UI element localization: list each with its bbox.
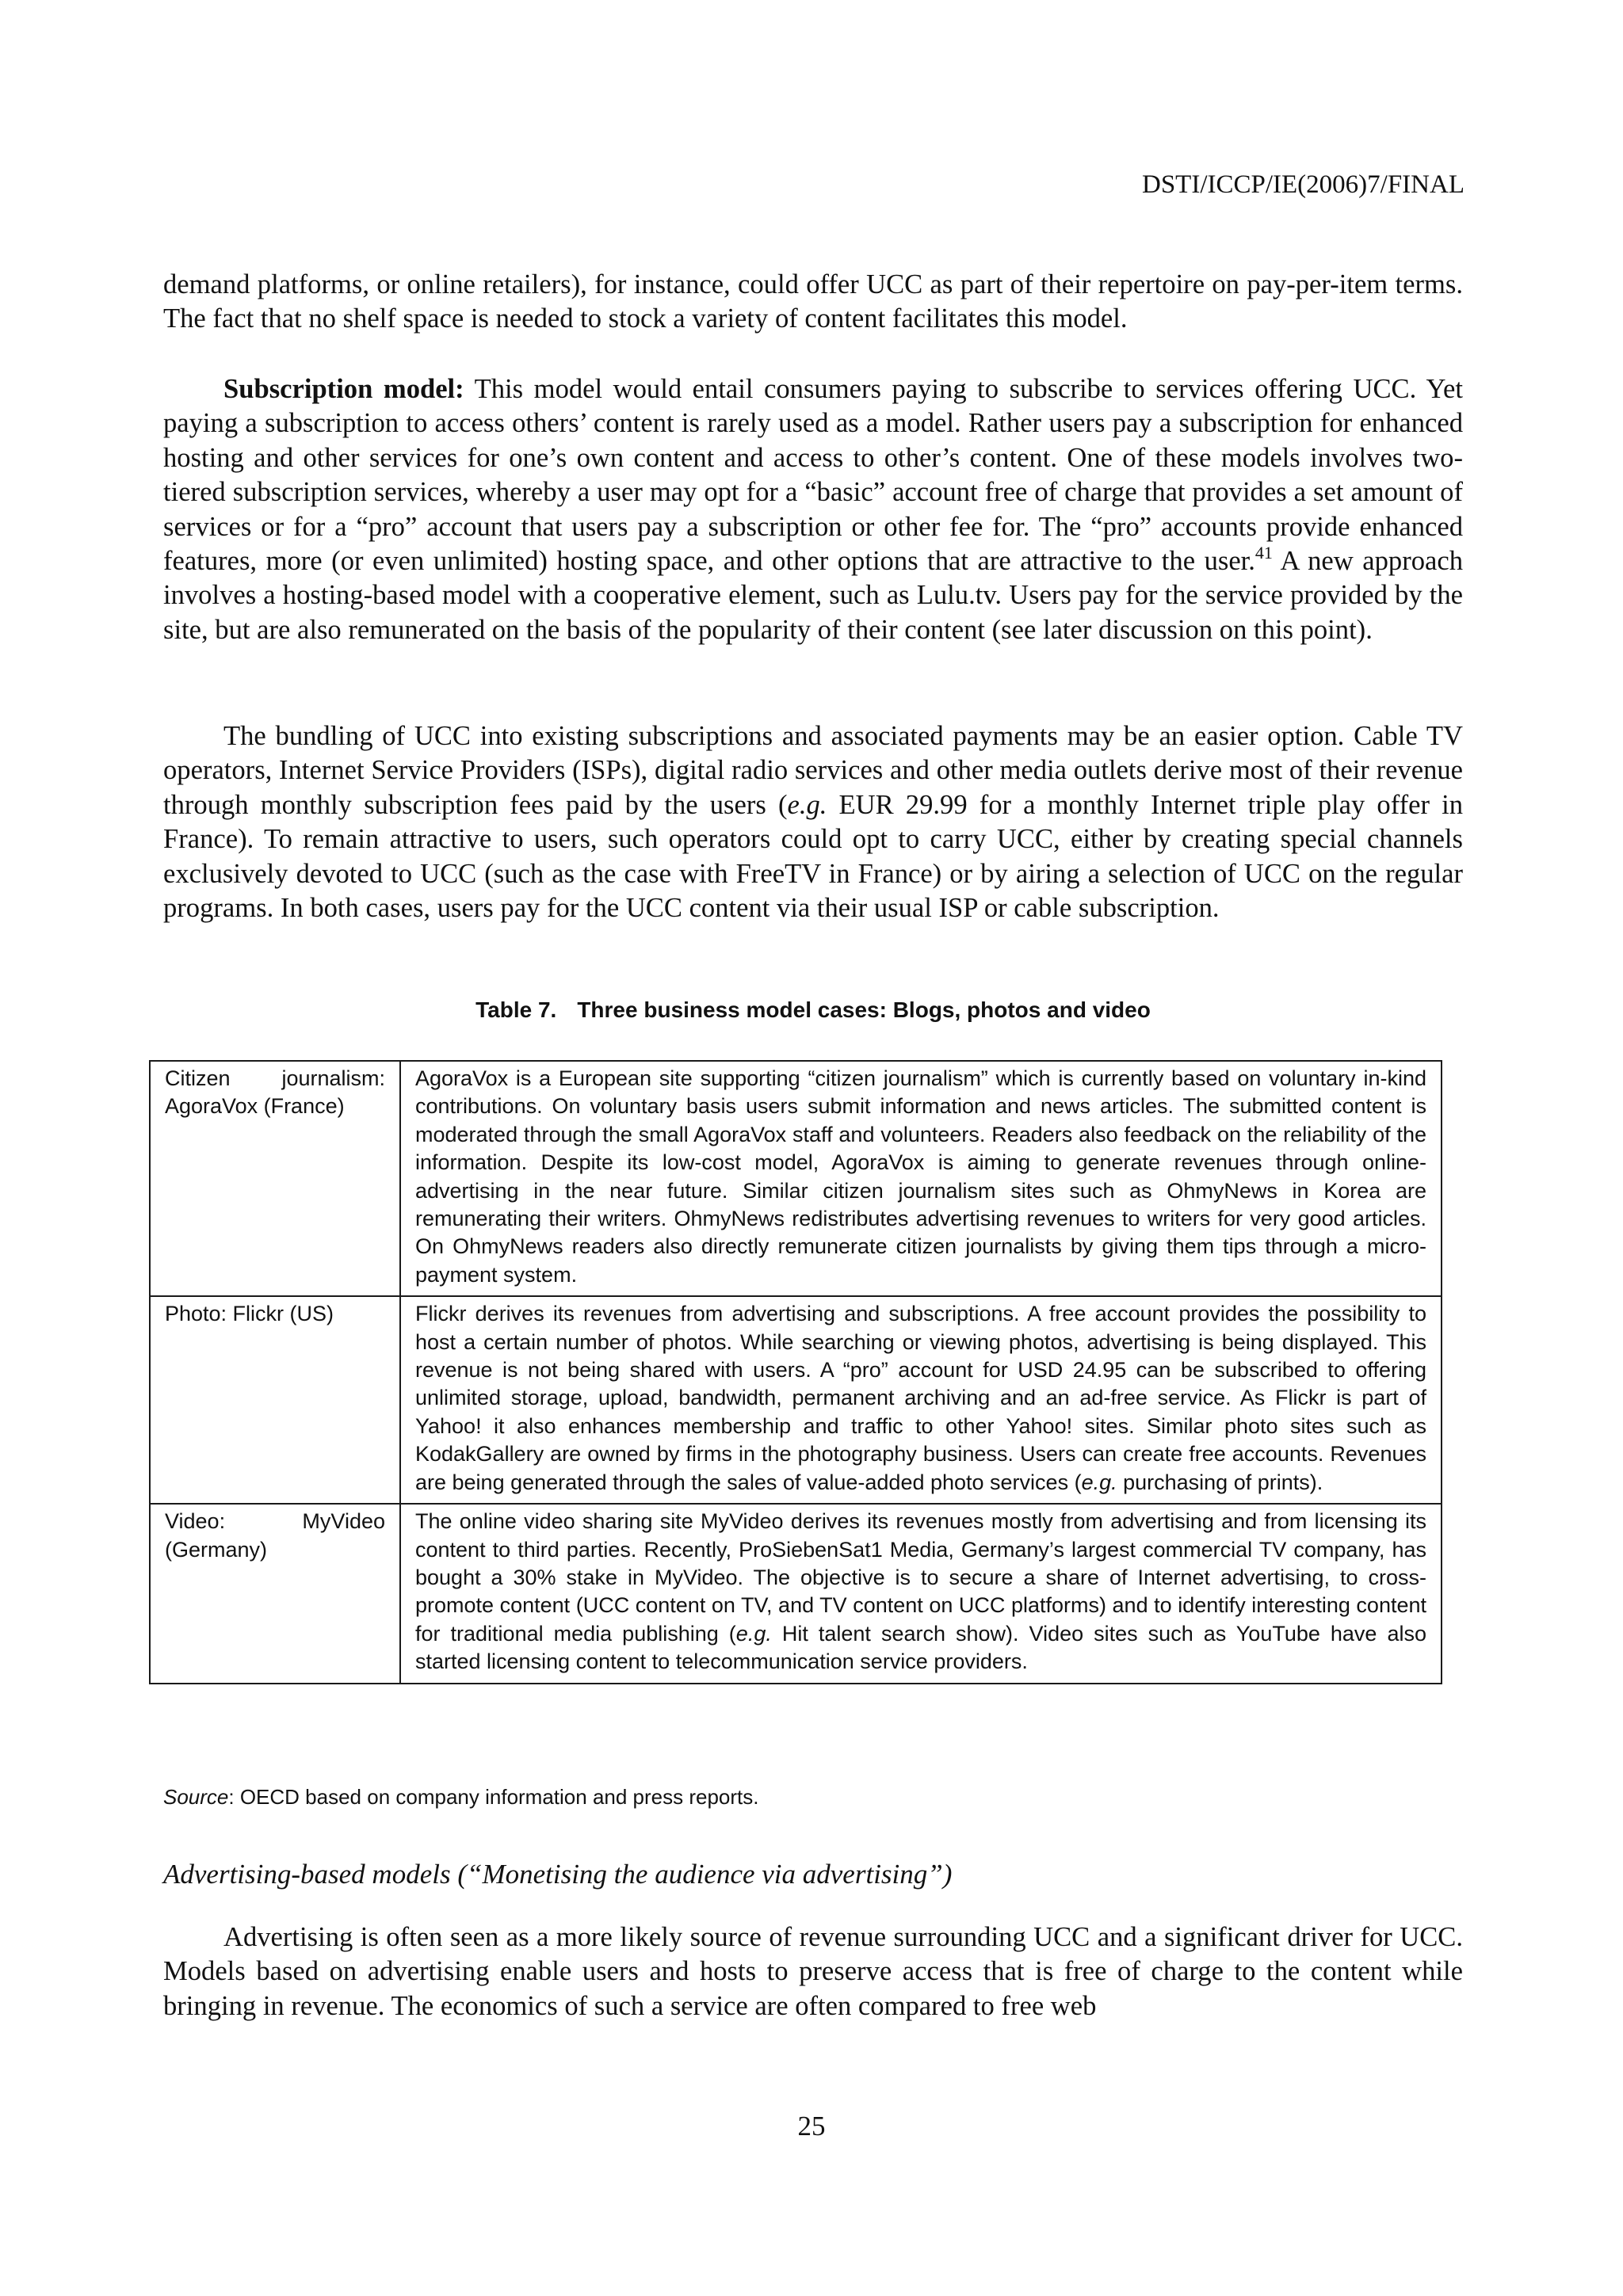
case-description-text: AgoraVox is a European site supporting “citizen journalism” which is currently based on voluntary in-kind contributions. On voluntary basis users submit information and news articles. The submitted content is moderated through the small AgoraVox staff and volunteers. Readers also feedback on the reliability of the information. Despite its low-cost model, AgoraVox is aiming to generate revenues through online-advertising in the near future. Similar citizen journalism sites such as OhmyNews in Korea are remunerating their writers. OhmyNews redistributes advertising revenues to writers for very good articles. On OhmyNews readers also directly remunerate citizen journalists by giving them tips through a micro-payment system.: [415, 1066, 1426, 1287]
case-name-cell: Citizen journalism: AgoraVox (France): [150, 1061, 400, 1296]
case-description-cell: [400, 1504, 1442, 1683]
page-number: 25: [797, 2111, 826, 2142]
table-row: [150, 1504, 1442, 1683]
bundling-eg: e.g.: [787, 789, 827, 820]
paragraph-continuation-text: demand platforms, or online retailers), for instance, could offer UCC as part of their repertoire on pay-per-item terms. The fact that no shelf space is needed to stock a variety of content facilitates this model.: [163, 269, 1463, 334]
case-name-cell: Photo: Flickr (US): [150, 1296, 400, 1504]
case-description-text-end: Hit talent search show). Video sites such as YouTube have also started licensing content to telecommunication service providers.: [415, 1621, 1427, 1674]
business-model-table: [149, 1060, 1442, 1684]
subscription-model-lead: Subscription model:: [223, 374, 464, 404]
document-id-header: DSTI/ICCP/IE(2006)7/FINAL: [1142, 170, 1465, 199]
table-label: Table 7.: [475, 997, 557, 1022]
source-label: Source: [163, 1785, 229, 1809]
advertising-text: Advertising is often seen as a more likely source of revenue surrounding UCC and a significant driver for UCC. Models based on advertising enable users and hosts to preserve access that is free of charge to the content while bringing in revenue. The economics of such a service are often compared to free web: [163, 1922, 1463, 2021]
case-description-cell: [400, 1061, 1442, 1296]
table-title: Three business model cases: Blogs, photos and video: [577, 997, 1151, 1022]
case-description-text-end: purchasing of prints).: [1117, 1470, 1323, 1494]
table-row: [150, 1061, 1442, 1296]
paragraph-continuation: [163, 268, 1463, 337]
case-name-cell: Video: MyVideo (Germany): [150, 1504, 400, 1683]
table-row: [150, 1296, 1442, 1504]
table-caption: [163, 997, 1463, 1024]
subscription-text-1: This model would entail consumers paying to subscribe to services offering UCC. Yet paying a subscription to access others’ content is rarely used as a model. Rather users pay a subscription for enhanced hosting and other services for one’s own content and access to other’s content. One of these models involves two-tiered subscription services, whereby a user may opt for a “basic” account free of charge that provides a set amount of services or for a “pro” account that users pay a subscription or other fee for. The “pro” accounts provide enhanced features, more (or even unlimited) hosting space, and other options that are attractive to the user.: [163, 374, 1463, 577]
case-description-cell: [400, 1296, 1442, 1504]
bundling-text-1: The bundling of UCC into existing subscriptions and associated payments may be an easier option. Cable TV operators, Internet Service Providers (ISPs), digital radio services and other media outlets derive most of their revenue through monthly subscription fees paid by the users (: [163, 721, 1463, 820]
section-heading-advertising: Advertising-based models (“Monetising the audience via advertising”): [163, 1859, 953, 1890]
footnote-reference: 41: [1254, 542, 1273, 563]
paragraph-advertising: [163, 1920, 1463, 2023]
bundling-text-2: EUR 29.99 for a monthly Internet triple play offer in France). To remain attractive to users, such operators could opt to carry UCC, either by creating special channels exclusively devoted to UCC (such as the case with FreeTV in France) or by airing a selection of UCC on the regular programs. In both cases, users pay for the UCC content via their usual ISP or cable subscription.: [163, 789, 1463, 924]
table-source-note: [163, 1784, 759, 1810]
source-text: : OECD based on company information and press reports.: [228, 1785, 759, 1809]
paragraph-subscription-model: [163, 372, 1463, 647]
paragraph-bundling: [163, 719, 1463, 925]
case-description-eg: e.g.: [1081, 1470, 1117, 1494]
case-description-eg: e.g.: [735, 1621, 772, 1646]
case-description-text: Flickr derives its revenues from advertising and subscriptions. A free account provides the possibility to host a certain number of photos. While searching or viewing photos, advertising is being displayed. This revenue is not being shared with users. A “pro” account for USD 24.95 can be subscribed to offering unlimited storage, upload, bandwidth, permanent archiving and an ad-free service. As Flickr is part of Yahoo! it also enhances membership and traffic to other Yahoo! sites. Similar photo sites such as KodakGallery are owned by firms in the photography business. Users can create free accounts. Revenues are being generated through the sales of value-added photo services (: [415, 1302, 1426, 1494]
subscription-text-2: A new approach involves a hosting-based model with a cooperative element, such as Lulu.tv. Users pay for the service provided by the site, but are also remunerated on the basis of the popularity of their content (see later discussion on this point).: [163, 546, 1463, 645]
case-description-text: The online video sharing site MyVideo derives its revenues mostly from advertising and from licensing its content to third parties. Recently, ProSiebenSat1 Media, Germany’s largest commercial TV company, has bought a 30% stake in MyVideo. The objective is to secure a share of Internet advertising, to cross-promote content (UCC content on TV, and TV content on UCC platforms) and to identify interesting content for traditional media publishing (: [415, 1509, 1426, 1646]
